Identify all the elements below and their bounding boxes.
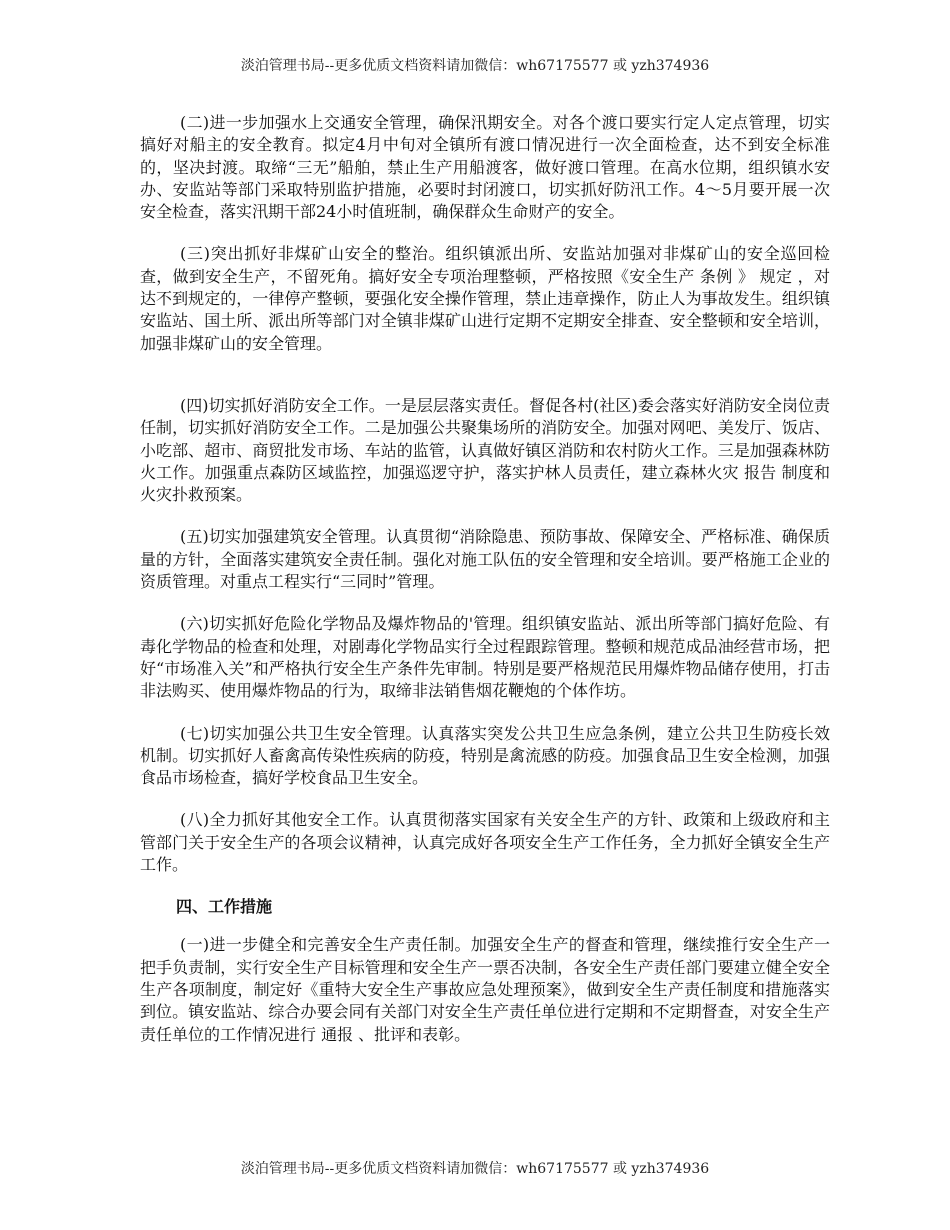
page-footer: 淡泊管理书局--更多优质文档资料请加微信：wh67175577 或 yzh374936 xyxy=(240,1161,710,1177)
paragraph-responsibility-system: (一)进一步健全和完善安全生产责任制。加强安全生产的督查和管理，继续推行安全生产一把手负责制，实行安全生产目标管理和安全生产一票否决制，各安全生产责任部门要建立健全安全生产各项制度，制定好《重特大安全生产事故应急处理预案》，做到安全生产责任制度和措施落实到位。镇安监站、综合办要会同有关部门对安全生产责任单位进行定期和不定期督查，对安全生产责任单位的工作情况进行 通报 、批评和表彰。 xyxy=(140,935,830,1044)
paragraph-hazardous-chemicals: (六)切实抓好危险化学物品及爆炸物品的'管理。组织镇安监站、派出所等部门搞好危险、有毒化学物品的检查和处理，对剧毒化学物品实行全过程跟踪管理。整顿和规范成品油经营市场，把好“市场准入关”和严格执行安全生产条件先审制。特别是要严格规范民用爆炸物品储存使用，打击非法购买、使用爆炸物品的行为，取缔非法销售烟花鞭炮的个体作坊。 xyxy=(140,614,830,701)
paragraph-other-safety: (八)全力抓好其他安全工作。认真贯彻落实国家有关安全生产的方针、政策和上级政府和主管部门关于安全生产的各项会议精神，认真完成好各项安全生产工作任务，全力抓好全镇安全生产工作。 xyxy=(140,810,830,875)
paragraph-non-coal-mines: (三)突出抓好非煤矿山安全的整治。组织镇派出所、安监站加强对非煤矿山的安全巡回检查，做到安全生产，不留死角。搞好安全专项治理整顿，严格按照《安全生产 条例 》 规定 ，对达不到规定的，一律停产整顿，要强化安全操作管理，禁止违章操作，防止人为事故发生。组织镇安监站、国土所、派出所等部门对全镇非煤矿山进行定期不定期安全排查、安全整顿和安全培训，加强非煤矿山的安全管理。 xyxy=(140,244,830,353)
paragraph-water-traffic: (二)进一步加强水上交通安全管理，确保汛期安全。对各个渡口要实行定人定点管理，切实搞好对船主的安全教育。拟定4月中旬对全镇所有渡口情况进行一次全面检查，达不到安全标准的，坚决封渡。取缔“三无”船舶，禁止生产用船渡客，做好渡口管理。在高水位期，组织镇水安办、安监站等部门采取特别监护措施，必要时封闭渡口，切实抓好防汛工作。4～5月要开展一次安全检查，落实汛期干部24小时值班制，确保群众生命财产的安全。 xyxy=(140,113,830,222)
paragraph-fire-safety: (四)切实抓好消防安全工作。一是层层落实责任。督促各村(社区)委会落实好消防安全岗位责任制，切实抓好消防安全工作。二是加强公共聚集场所的消防安全。加强对网吧、美发厅、饭店、小吃部、超市、商贸批发市场、车站的监管，认真做好镇区消防和农村防火工作。三是加强森林防火工作。加强重点森防区域监控，加强巡逻守护，落实护林人员责任，建立森林火灾 报告 制度和火灾扑救预案。 xyxy=(140,395,830,505)
page-header: 淡泊管理书局--更多优质文档资料请加微信：wh67175577 或 yzh374936 xyxy=(240,58,710,74)
document-body xyxy=(140,112,830,1066)
paragraph-public-health: (七)切实加强公共卫生安全管理。认真落实突发公共卫生应急条例，建立公共卫生防疫长效机制。切实抓好人畜禽高传染性疾病的防疫，特别是禽流感的防疫。加强食品卫生安全检测，加强食品市场检查，搞好学校食品卫生安全。 xyxy=(140,723,830,788)
paragraph-construction-safety: (五)切实加强建筑安全管理。认真贯彻“消除隐患、预防事故、保障安全、严格标准、确保质量的方针，全面落实建筑安全责任制。强化对施工队伍的安全管理和安全培训。要严格施工企业的资质管理。对重点工程实行“三同时”管理。 xyxy=(140,527,830,592)
section-heading-measures: 四、工作措施 xyxy=(176,897,273,917)
